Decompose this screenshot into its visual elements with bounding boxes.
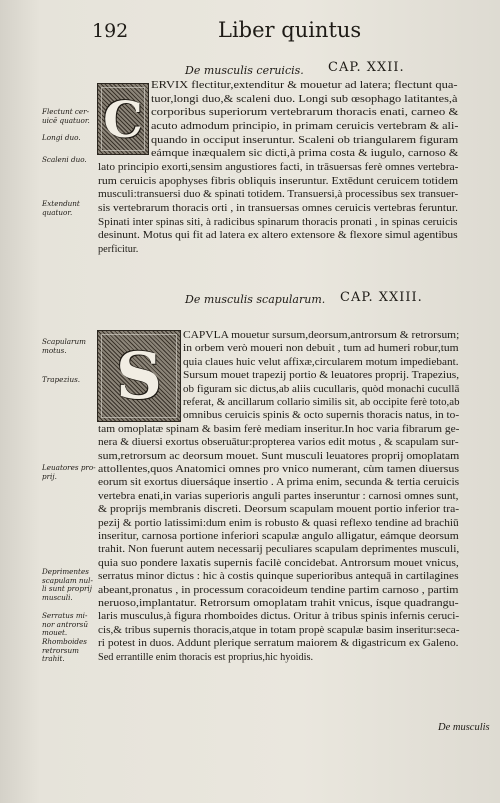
body-line: nera & diuersi exortus obseruātur:propterea varios edit motus , & scapulam sur- bbox=[98, 437, 459, 449]
margin-note-scaleni: Scaleni duo. bbox=[42, 155, 87, 164]
body-line: desinunt. Motus qui fit ad latera ex altero extensore & flexore simul agentibus bbox=[98, 230, 458, 242]
body-line: pezij & portio latissimi:dum enim is robusto & quasi reflexo tendine ad brachiū bbox=[98, 517, 459, 529]
body-line: eorum sit exortus diuersáque insertio . A prima enim, secunda & tertia ceruicis bbox=[98, 477, 460, 489]
body-line: vertebra enati,in varias superioris anguli partes inseruntur : carnosi omnes sunt, bbox=[98, 490, 459, 502]
margin-note-longi: Longi duo. bbox=[42, 133, 81, 142]
body-line: acuto admodum principio, in primam ceruicis vertebram & ali- bbox=[151, 120, 459, 132]
initial-letter-c: C bbox=[103, 89, 143, 149]
initial-letter-s: S bbox=[115, 338, 163, 414]
body-line: attollentes,quos Anatomici omnes pro vnico numerant, cùm tamen diuersus bbox=[98, 464, 459, 475]
body-line: perficitur. bbox=[98, 243, 139, 255]
body-line: omnibus ceruicis spinis & octo supernis thoracis natus, in to- bbox=[183, 410, 460, 422]
body-line: ERVIX flectitur,extenditur & mouetur ad latera; flectunt qua- bbox=[151, 80, 458, 91]
body-line: ob figuram sic dictus,ab aliis cucullaris, quòd monachi cucullā bbox=[183, 383, 460, 395]
chapter-22-number: CAP. XXII. bbox=[328, 60, 405, 75]
body-line: quia claues huic velut affixæ,circularem motum impediebant. bbox=[183, 356, 459, 368]
body-line: & proprijs membranis discreti. Deorsum scapulam mouent portio inferior tra- bbox=[98, 504, 460, 516]
running-head: Liber quintus bbox=[218, 18, 362, 42]
body-line: inseritur, carnosa portione inferiori scapulæ angulo alligatur, eámque deorsum bbox=[98, 531, 459, 542]
body-line: tam omoplatæ spinam & basim ferè mediam inseritur.In hoc varia fibrarum ge- bbox=[98, 423, 460, 435]
chapter-23-number: CAP. XXIII. bbox=[340, 290, 423, 305]
margin-note-extendunt: Extendunt quatuor. bbox=[42, 199, 80, 217]
margin-note-scapularum: Scapularum motus. bbox=[42, 337, 86, 355]
chapter-23-heading: De musculis scapularum. bbox=[185, 293, 326, 306]
catchword: De musculis bbox=[438, 722, 490, 733]
body-line: sum,retrorsum ac deorsum mouet. Sunt musculi leuatores proprij omoplatam bbox=[98, 450, 460, 462]
body-line: neruoso,implantatur. Retrorsum omoplatam trahit vnicus, ísque quadrangu- bbox=[98, 598, 459, 609]
margin-note-rhomboides: Rhomboides retrorsum trahit. bbox=[42, 637, 87, 664]
margin-note-leuatores: Leuatores pro-prij. bbox=[42, 463, 96, 481]
margin-note-trapezius: Trapezius. bbox=[42, 375, 81, 384]
margin-note-deprimentes: Deprimentes scapulam nul-li sunt proprij musculi. bbox=[42, 567, 93, 602]
body-line: lato principio exorti,sensim angustiores facti, in trāsuersas ferè omnes vertebra- bbox=[98, 161, 459, 173]
body-line: in orbem verò moueri non debuit , tum ad humeri robur,tum bbox=[183, 343, 459, 355]
body-line: eámque inæqualem sic dicti,à prima costa & iugulo, carnoso & bbox=[151, 148, 459, 160]
body-line: abeant,pronatus , in processum coracoideum tendine partim carnoso , partim bbox=[98, 584, 459, 596]
body-line: Sed errantille enim thoracis est proprius,hic hyoidis. bbox=[98, 651, 314, 663]
decorated-initial-s bbox=[97, 330, 181, 422]
body-line: cis,& tribus supernis thoracis,atque in totam propè scapulæ basim inseritur:seca- bbox=[98, 624, 460, 636]
chapter-22-heading: De musculis ceruicis. bbox=[185, 64, 304, 77]
body-line: referat, & ancillarum collario similis sit, ab occipite ferè toto,ab bbox=[183, 397, 460, 408]
page-number: 192 bbox=[92, 20, 129, 42]
body-line: Sursum mouet trapezij portio & leuatores proprij. Trapezius, bbox=[183, 370, 460, 382]
body-line: trahit. Non fuerunt autem necessarij peculiares scapulam deprimentes musculi, bbox=[98, 544, 460, 556]
body-line: quia suo pondere laxatis supernis facilè concidebat. Antrorsum mouet vnicus, bbox=[98, 557, 459, 569]
body-line: laris musculus,à figura rhomboides dictus. Oritur à tribus spinis infernis ceruci- bbox=[98, 611, 460, 623]
body-line: rum ceruicis apophyses fibris obliquis inseruntur. Extēdunt ceruicem totidem bbox=[98, 175, 459, 187]
body-line: musculi:transuersi duo & spinati totidem. Transuersi,à processibus sex transuer- bbox=[98, 189, 459, 201]
body-line: sis vertebrarum thoracis orti , in transuersas omnes ceruicis vertebras feruntur. bbox=[98, 202, 458, 214]
body-line: ri potest in duos. Addunt plerique serratum maiorem & digastricum ex Galeno. bbox=[98, 638, 459, 650]
decorated-initial-c bbox=[97, 83, 149, 155]
body-line: corporibus superiorum vertebrarum thoracis enati, carneo & bbox=[151, 107, 459, 119]
body-line: Spinati inter spinas siti, à radicibus spinarum thoracis pronati , in spinas ceruicis bbox=[98, 216, 458, 228]
margin-note-serratus: Serratus mi-nor antrorsū mouet. bbox=[42, 611, 88, 638]
body-line: quando in occiput inseruntur. Scaleni ob triangularem figuram bbox=[151, 134, 459, 146]
margin-note-flectunt: Flectunt cer-uicē quatuor. bbox=[42, 107, 90, 125]
body-line: tuor,longi duo,& scaleni duo. Longi sub œsophago latitantes,à bbox=[151, 93, 458, 105]
body-line: serratus minor dictus : hic à costis quinque superioribus antequā in cartilagines bbox=[98, 571, 459, 583]
body-line: CAPVLA mouetur sursum,deorsum,antrorsum & retrorsum; bbox=[183, 330, 460, 341]
